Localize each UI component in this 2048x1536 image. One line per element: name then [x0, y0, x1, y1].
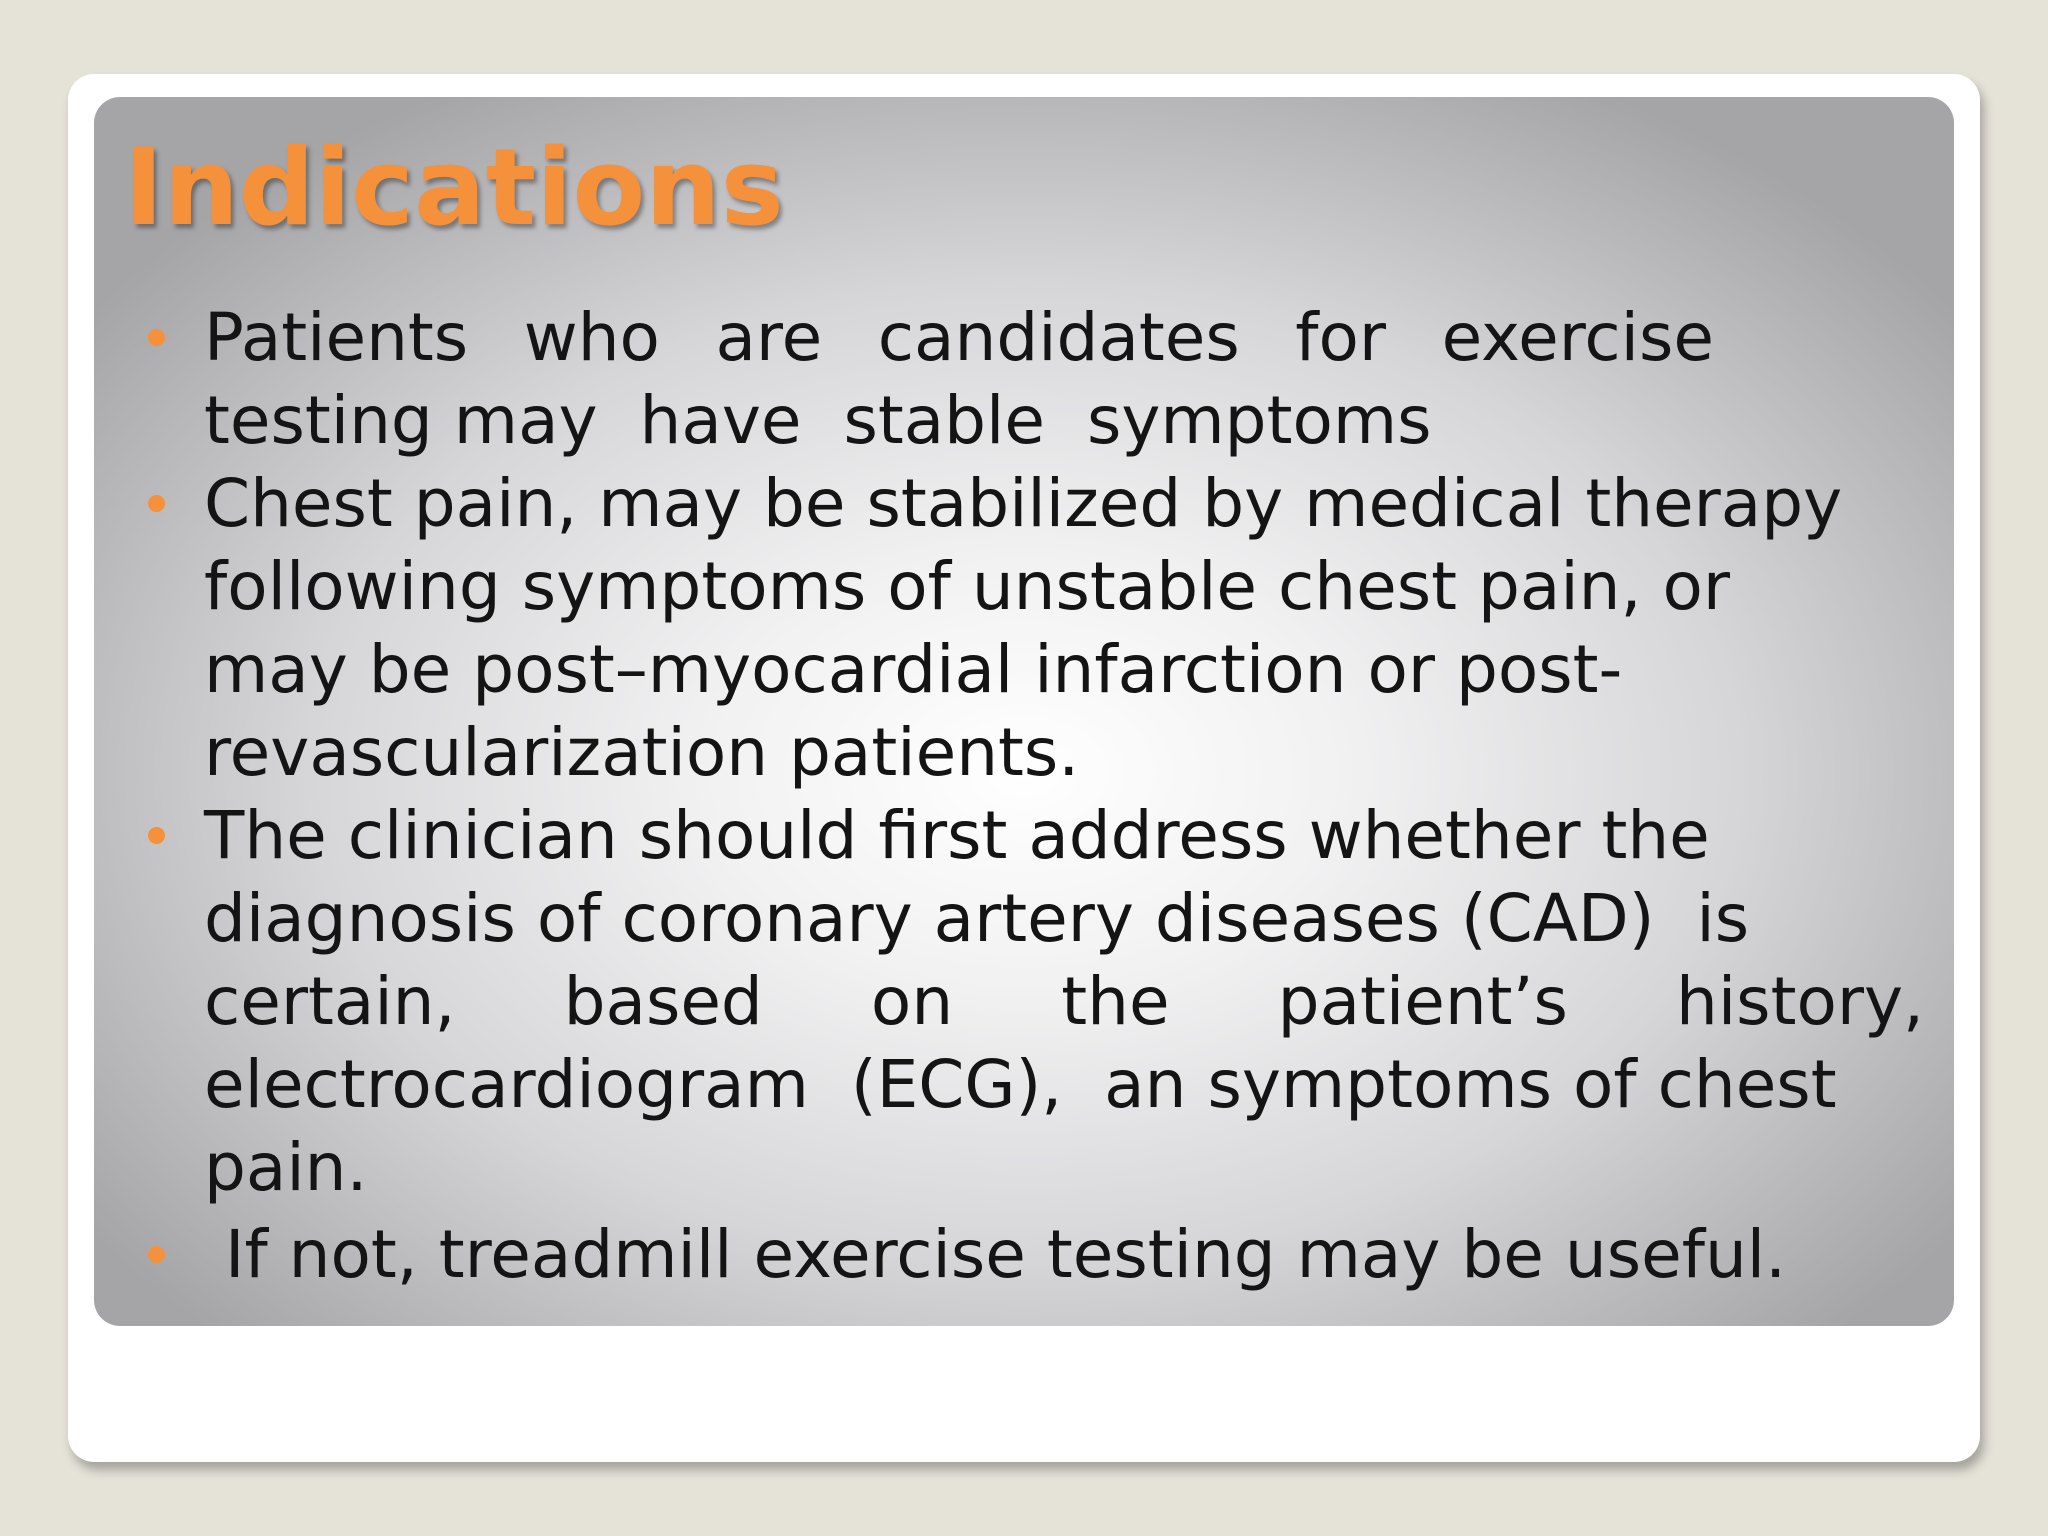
bullet-line: testing may have stable symptoms	[204, 382, 1432, 459]
bullet-item	[140, 794, 1940, 1209]
bullet-dot-icon	[148, 329, 165, 346]
bullet-item	[140, 462, 1940, 794]
bullet-line: If not, treadmill exercise testing may be useful.	[204, 1216, 1787, 1293]
bullet-dot-icon	[148, 495, 165, 512]
bullet-dot-icon	[148, 1246, 165, 1263]
bullet-line: electrocardiogram (ECG), an symptoms of chest	[204, 1046, 1837, 1123]
bullet-line: Chest pain, may be stabilized by medical therapy	[204, 465, 1843, 542]
bullet-item	[140, 1213, 1940, 1296]
bullet-line: revascularization patients.	[204, 714, 1080, 791]
bullet-line: The clinician should first address whether the	[204, 797, 1710, 874]
bullet-list	[140, 296, 1940, 1296]
bullet-line: Patients who are candidates for exercise	[204, 299, 1714, 376]
slide-title: Indications	[124, 126, 784, 249]
bullet-line: certain, based on the patient’s history,	[204, 963, 1924, 1040]
bullet-line: following symptoms of unstable chest pain, or	[204, 548, 1730, 625]
bullet-line: pain.	[204, 1129, 368, 1206]
bullet-line: may be post–myocardial infarction or post-	[204, 631, 1623, 708]
bullet-dot-icon	[148, 827, 165, 844]
bullet-line: diagnosis of coronary artery diseases (CAD) is	[204, 880, 1750, 957]
bullet-item	[140, 296, 1714, 462]
